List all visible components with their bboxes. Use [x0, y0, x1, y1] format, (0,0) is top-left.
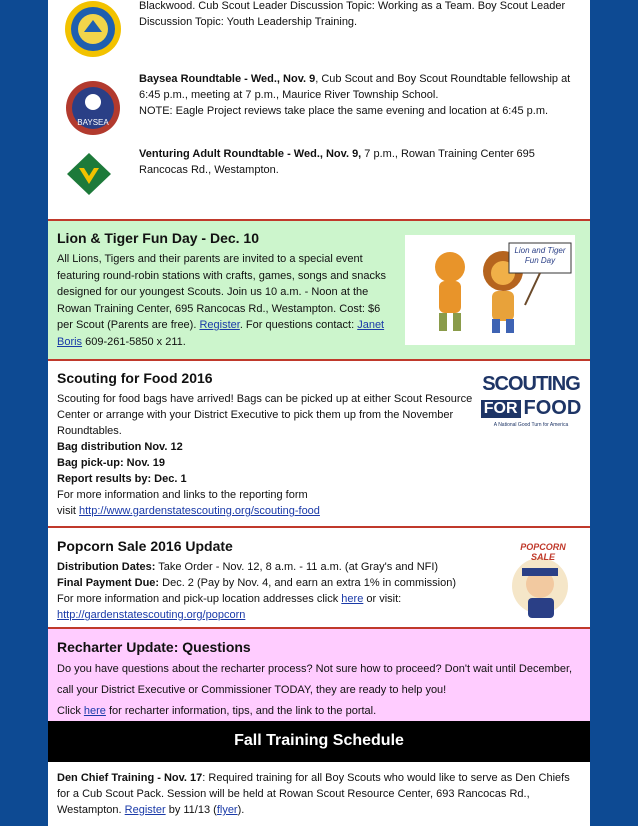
venturing-emblem-icon	[66, 152, 112, 196]
popcorn-dist-label: Distribution Dates:	[57, 561, 156, 573]
popcorn-link-line	[57, 607, 497, 623]
food-distribution: Bag distribution Nov. 12	[57, 441, 183, 453]
popcorn-pay-text: Dec. 2 (Pay by Nov. 4, and earn an extra 1% in commission)	[159, 577, 457, 589]
food-visit-line	[57, 503, 477, 519]
recharter-title: Recharter Update: Questions	[57, 639, 251, 655]
popcorn-here-link[interactable]: here	[341, 593, 364, 605]
food-report: Report results by: Dec. 1	[57, 473, 187, 485]
popcorn-link[interactable]: http://gardenstatescouting.org/popcorn	[57, 609, 246, 621]
den-chief-title: Den Chief Training - Nov. 17	[57, 772, 203, 784]
lion-tiger-title: Lion & Tiger Fun Day - Dec. 10	[57, 230, 260, 246]
venturing-body: 7 p.m., Rowan Training Center 695 Rancocas Rd., Westampton.	[139, 148, 535, 176]
lion-tiger-sign-text: Lion and Tiger Fun Day	[514, 246, 566, 265]
den-chief-flyer-open: (	[213, 804, 217, 816]
popcorn-logo-text: POPCORN SALE	[520, 542, 566, 562]
baysea-roundtable	[139, 71, 579, 119]
food-logo-line1: SCOUTING	[482, 373, 580, 395]
baysea-title: Baysea Roundtable - Wed., Nov. 9	[139, 73, 316, 85]
lion-tiger-register-link[interactable]: Register	[199, 319, 240, 331]
baysea-body: , Cub Scout and Boy Scout Roundtable fellowship at 6:45 p.m., meeting at 7 p.m., Maurice River Township School.	[139, 73, 571, 101]
popcorn-title: Popcorn Sale 2016 Update	[57, 538, 233, 554]
den-chief-flyer-close: ).	[237, 804, 245, 816]
food-more-info: For more information and links to the reporting form	[57, 489, 308, 501]
food-link[interactable]: http://www.gardenstatescouting.org/scouting-food	[79, 505, 320, 517]
recharter-click-line	[57, 701, 577, 722]
den-chief-text	[57, 770, 577, 818]
lion-tiger-image	[405, 235, 575, 345]
food-logo-food: FOOD	[523, 397, 582, 419]
recharter-section	[48, 627, 590, 721]
venturing-roundtable	[139, 146, 579, 178]
food-logo-for: FOR	[481, 400, 521, 418]
lion-tiger-body	[57, 251, 397, 350]
newsletter-page	[48, 0, 590, 826]
venturing-title: Venturing Adult Roundtable - Wed., Nov. 9,	[139, 148, 362, 160]
food-visit-text: visit	[57, 505, 79, 517]
janet-boris-link[interactable]: Janet Boris	[57, 319, 385, 348]
roundtable-top-text: Blackwood. Cub Scout Leader Discussion Topic: Working as a Team. Boy Scout Leader Discussion Topic: Youth Leadership Training.	[139, 0, 566, 28]
roundtables-section	[48, 0, 590, 219]
popcorn-or-visit: or visit:	[363, 593, 402, 605]
popcorn-section	[48, 526, 590, 627]
recharter-here-link[interactable]: here	[83, 705, 106, 717]
lion-tiger-section	[48, 219, 590, 359]
baysea-patch-icon	[64, 80, 122, 136]
popcorn-dist-text: Take Order - Nov. 12, 8 a.m. - 11 a.m. (at Gray's and NFI)	[155, 561, 439, 573]
food-logo-tagline: A National Good Turn for America	[493, 422, 569, 428]
den-chief-register-link[interactable]: Register	[124, 804, 166, 816]
recharter-body: Do you have questions about the recharter process? Not sure how to proceed? Don't wait until December, call your District Executive or Commissioner TODAY, they are ready to help you!	[57, 663, 573, 696]
den-chief-by: by 11/13	[165, 804, 214, 816]
popcorn-distribution	[57, 559, 497, 575]
popcorn-pay-label: Final Payment Due:	[57, 577, 160, 589]
popcorn-more-text: For more information and pick-up location addresses click	[57, 593, 342, 605]
recharter-after-text: for recharter information, tips, and the link to the portal.	[105, 705, 377, 717]
lion-tiger-contact-text: . For questions contact:	[239, 319, 358, 331]
popcorn-sale-image	[504, 540, 580, 620]
den-chief-flyer-link[interactable]: flyer	[216, 804, 238, 816]
popcorn-more-info	[57, 591, 497, 607]
baysea-note: NOTE: Eagle Project reviews take place the same evening and location at 6:45 p.m.	[139, 105, 549, 117]
food-pickup: Bag pick-up: Nov. 19	[57, 457, 165, 469]
district-seal-icon	[64, 0, 122, 58]
lion-tiger-phone: 609-261-5850 x 211.	[82, 335, 186, 348]
food-title: Scouting for Food 2016	[57, 370, 213, 386]
scouting-for-food-section	[48, 359, 590, 526]
lion-tiger-body-text: All Lions, Tigers and their parents are invited to a special event featuring round-robin stations with crafts, games, songs and snacks designed for our youngest Scouts. Join us 10 a.m. - Noon at the Rowan Training Center, 695 Rancocas Rd., Westampton. Cost: $6 per Scout (Parents are free).	[57, 253, 386, 331]
fall-training-banner: Fall Training Schedule	[48, 721, 590, 762]
popcorn-payment	[57, 575, 497, 591]
recharter-click-text: Click	[57, 705, 84, 717]
den-chief-body: : Required training for all Boy Scouts who would like to serve as Den Chiefs for a Cub Scout Pack. Session will be held at Rowan Scout Resource Center, 693 Rancocas Rd., Westampton.	[57, 772, 570, 816]
scouting-for-food-logo	[482, 373, 580, 437]
den-chief-training	[57, 770, 577, 818]
food-body: Scouting for food bags have arrived! Bags can be picked up at either Scout Resource Center or arrange with your District Executive to pick them up from the November Roundtables.	[57, 393, 473, 437]
baysea-logo-text: BAYSEA	[77, 118, 109, 127]
